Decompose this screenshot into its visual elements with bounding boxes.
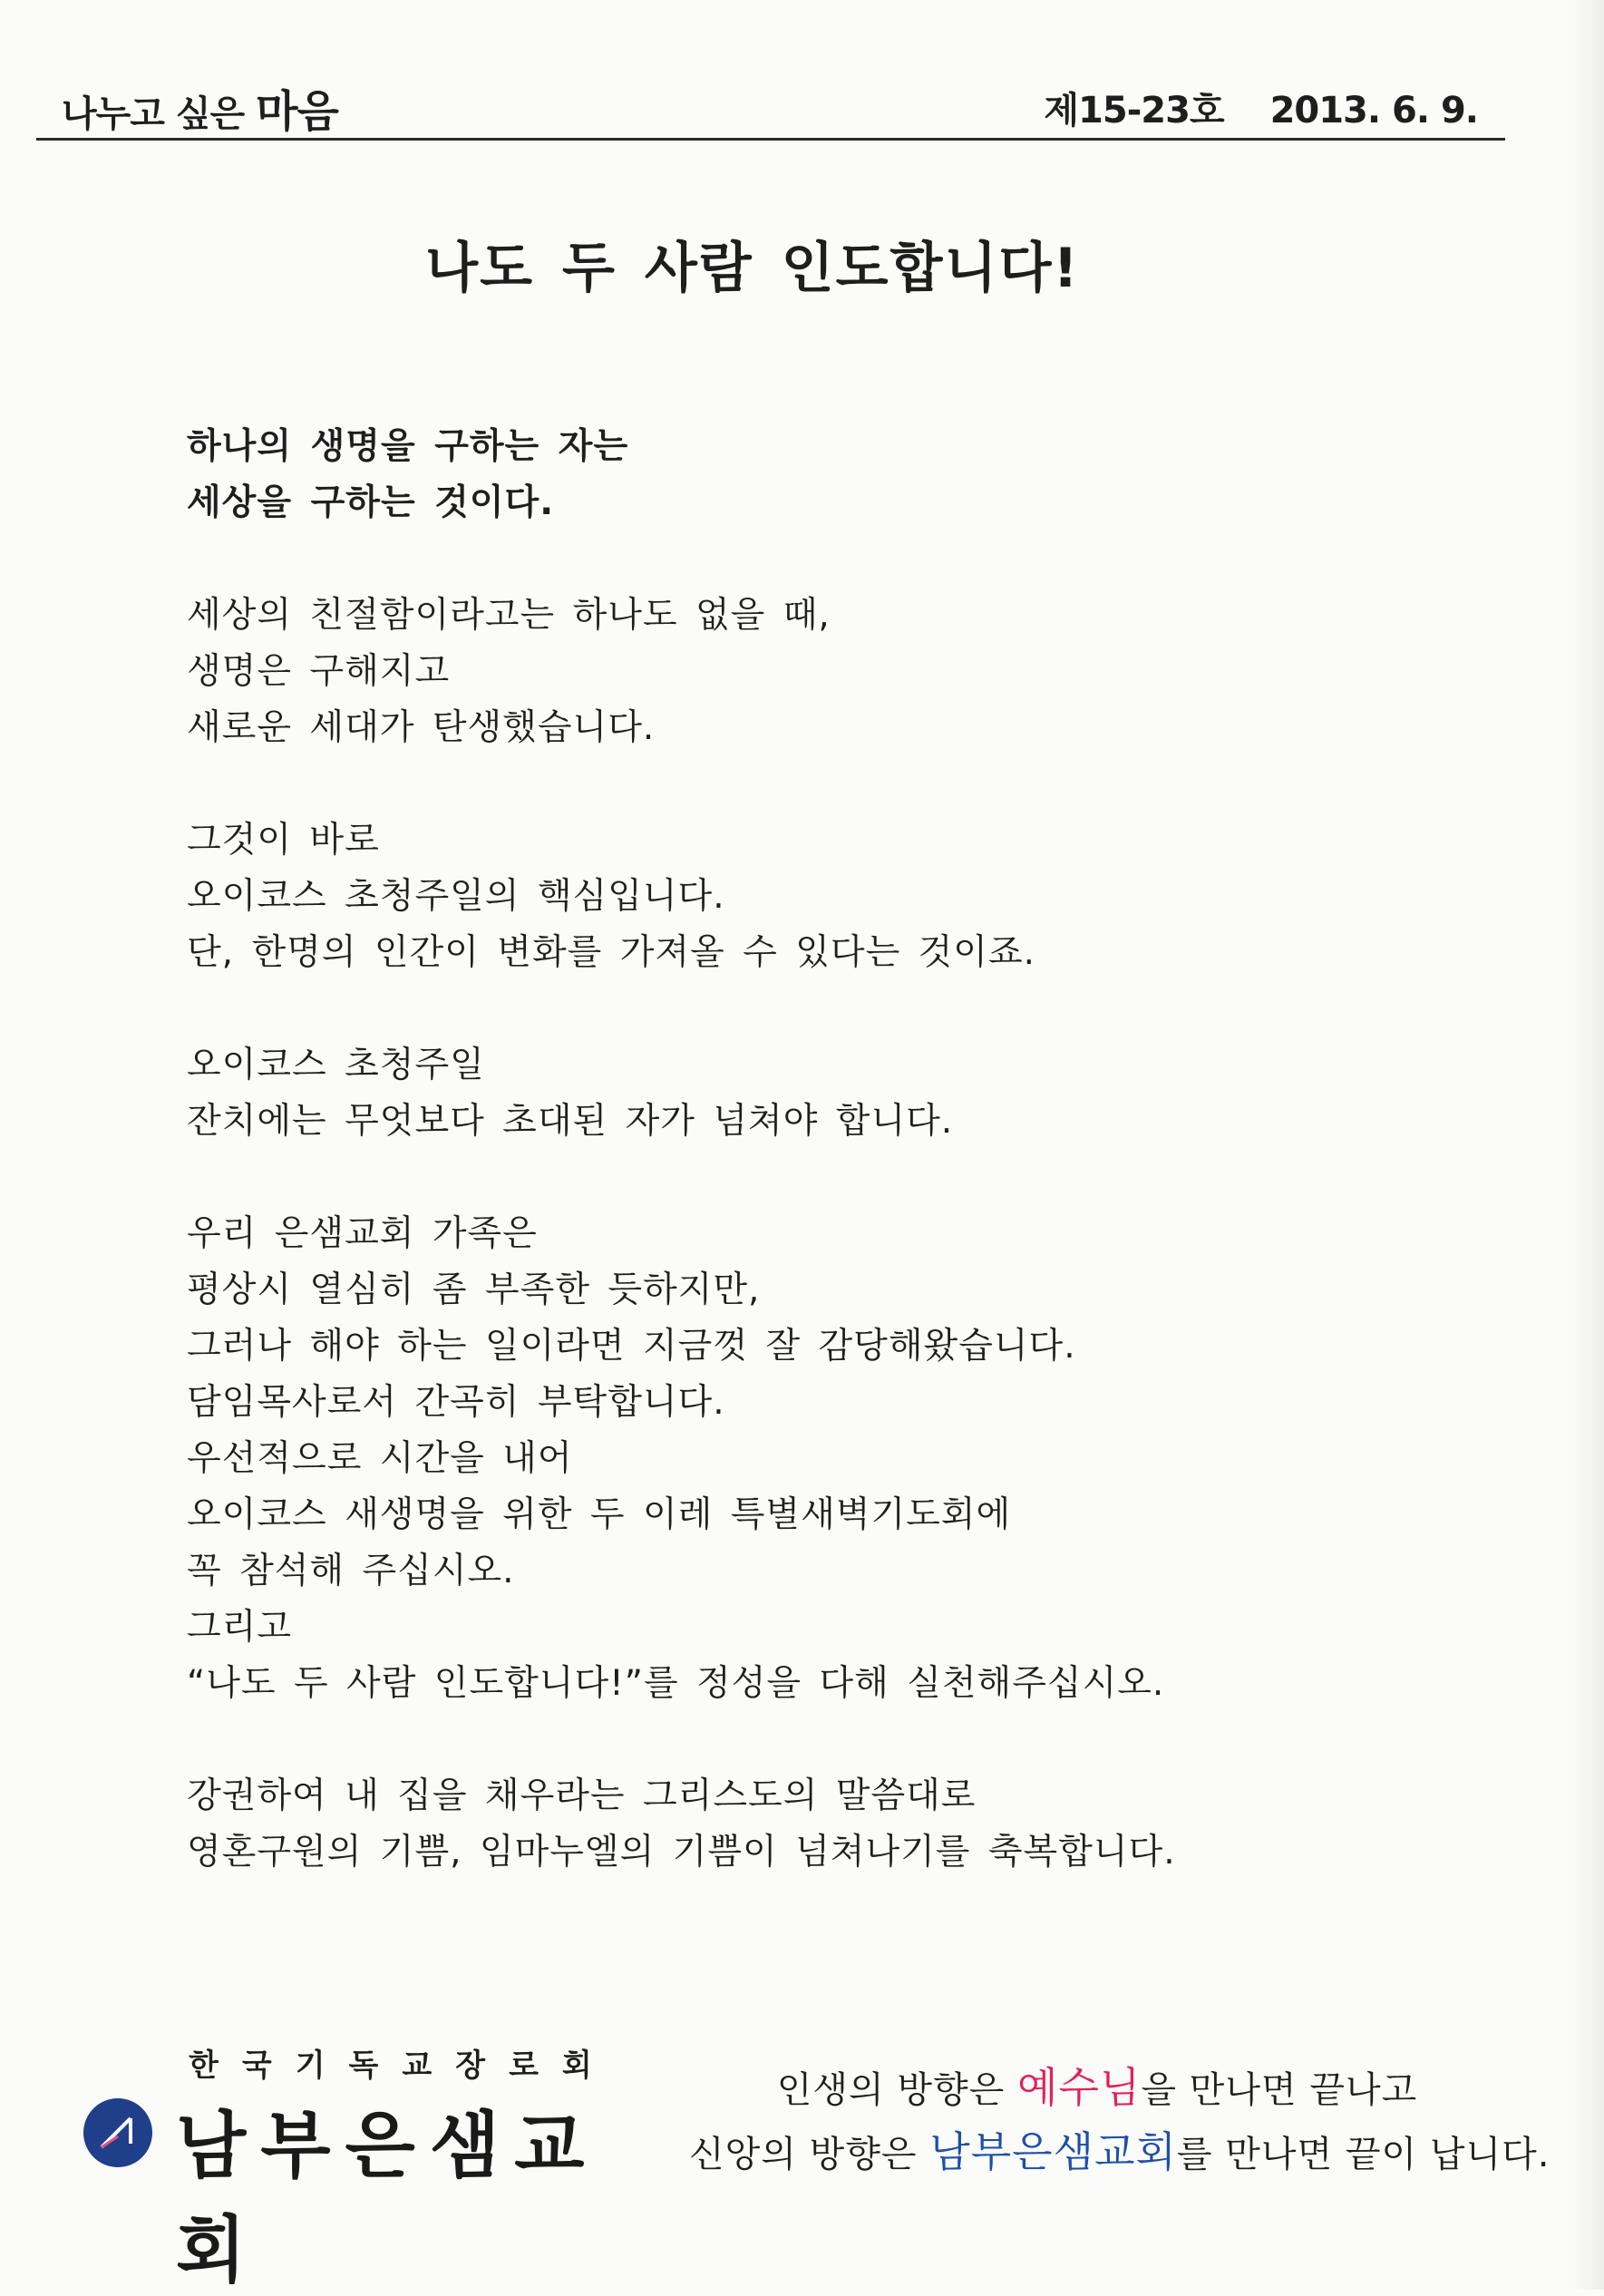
slogan-line-2-pre: 신앙의 방향은 xyxy=(689,2134,930,2175)
slogan-line-1 xyxy=(689,2057,1505,2121)
slogan-line-1-pre: 인생의 방향은 xyxy=(776,2069,1018,2111)
paragraph-line: 잔치에는 무엇보다 초대된 자가 넘쳐야 합니다. xyxy=(187,1101,954,1142)
paragraph xyxy=(187,812,1366,981)
header-bar xyxy=(36,56,1505,141)
paragraph-line: 단, 한명의 인간이 변화를 가져올 수 있다는 것이죠. xyxy=(187,932,1036,973)
issue-date: 2013. 6. 9. xyxy=(1269,90,1478,131)
paragraph-line: 우선적으로 시간을 내어 xyxy=(187,1438,573,1479)
issue-number: 제15-23호 xyxy=(1044,90,1224,131)
slogan xyxy=(689,2057,1551,2185)
body-text xyxy=(187,419,1366,1881)
section-title-text: 나누고 싶은 xyxy=(62,93,245,135)
paragraph-line: 세상을 구하는 것이다. xyxy=(187,482,555,523)
slogan-line-2 xyxy=(689,2121,1551,2185)
paragraph xyxy=(187,588,1366,756)
paragraph-line: 오이코스 초청주일 xyxy=(187,1045,485,1085)
paragraph-line: 그것이 바로 xyxy=(187,820,380,861)
church-logo-icon xyxy=(82,2097,154,2169)
paragraph-line: “나도 두 사람 인도합니다!”를 정성을 다해 실천해주십시오. xyxy=(187,1663,1165,1704)
section-title-emphasis: 마음 xyxy=(256,86,338,137)
paragraph-line: 평상시 열심히 좀 부족한 듯하지만, xyxy=(187,1270,761,1310)
paragraph-line: 강권하여 내 집을 채우라는 그리스도의 말씀대로 xyxy=(187,1776,977,1816)
paragraph-line: 세상의 친절함이라고는 하나도 없을 때, xyxy=(187,595,831,636)
issue-info xyxy=(1044,82,1478,133)
section-title xyxy=(62,76,338,139)
paragraph-line: 생명은 구해지고 xyxy=(187,651,451,692)
paragraph-line: 담임목사로서 간곡히 부탁합니다. xyxy=(187,1382,725,1423)
church-name: 남부은샘교회 xyxy=(176,2104,599,2292)
paragraph-line: 오이코스 초청주일의 핵심입니다. xyxy=(187,876,725,917)
slogan-line-2-post: 를 만나면 끝이 납니다. xyxy=(1176,2134,1551,2175)
paragraph-line: 새로운 세대가 탄생했습니다. xyxy=(187,707,656,748)
paragraph-line: 그리고 xyxy=(187,1607,293,1648)
paragraph-line: 영혼구원의 기쁨, 임마누엘의 기쁨이 넘쳐나기를 축복합니다. xyxy=(187,1832,1176,1873)
paragraph-line: 하나의 생명을 구하는 자는 xyxy=(187,426,629,467)
paragraph-line: 꼭 참석해 주십시오. xyxy=(187,1551,515,1591)
slogan-line-1-post: 을 만나면 끝나고 xyxy=(1141,2069,1418,2111)
paragraph xyxy=(187,1206,1366,1712)
paragraph xyxy=(187,1037,1366,1150)
slogan-highlight-jesus: 예수님 xyxy=(1017,2063,1142,2112)
denomination-name: 한국기독교장로회 xyxy=(189,2048,616,2084)
paragraph-line: 우리 은샘교회 가족은 xyxy=(187,1213,538,1254)
paragraph xyxy=(187,419,1366,531)
church-logo-block xyxy=(82,2040,626,2292)
slogan-highlight-church: 남부은샘교회 xyxy=(929,2127,1177,2176)
paragraph-line: 오이코스 새생명을 위한 두 이레 특별새벽기도회에 xyxy=(187,1494,1012,1535)
scan-edge-shadow xyxy=(1571,0,1604,2290)
paragraph xyxy=(187,1768,1366,1881)
paragraph-line: 그러나 해야 하는 일이라면 지금껏 잘 감당해왔습니다. xyxy=(187,1326,1076,1367)
page-title: 나도 두 사람 인도합니다! xyxy=(425,237,1080,300)
